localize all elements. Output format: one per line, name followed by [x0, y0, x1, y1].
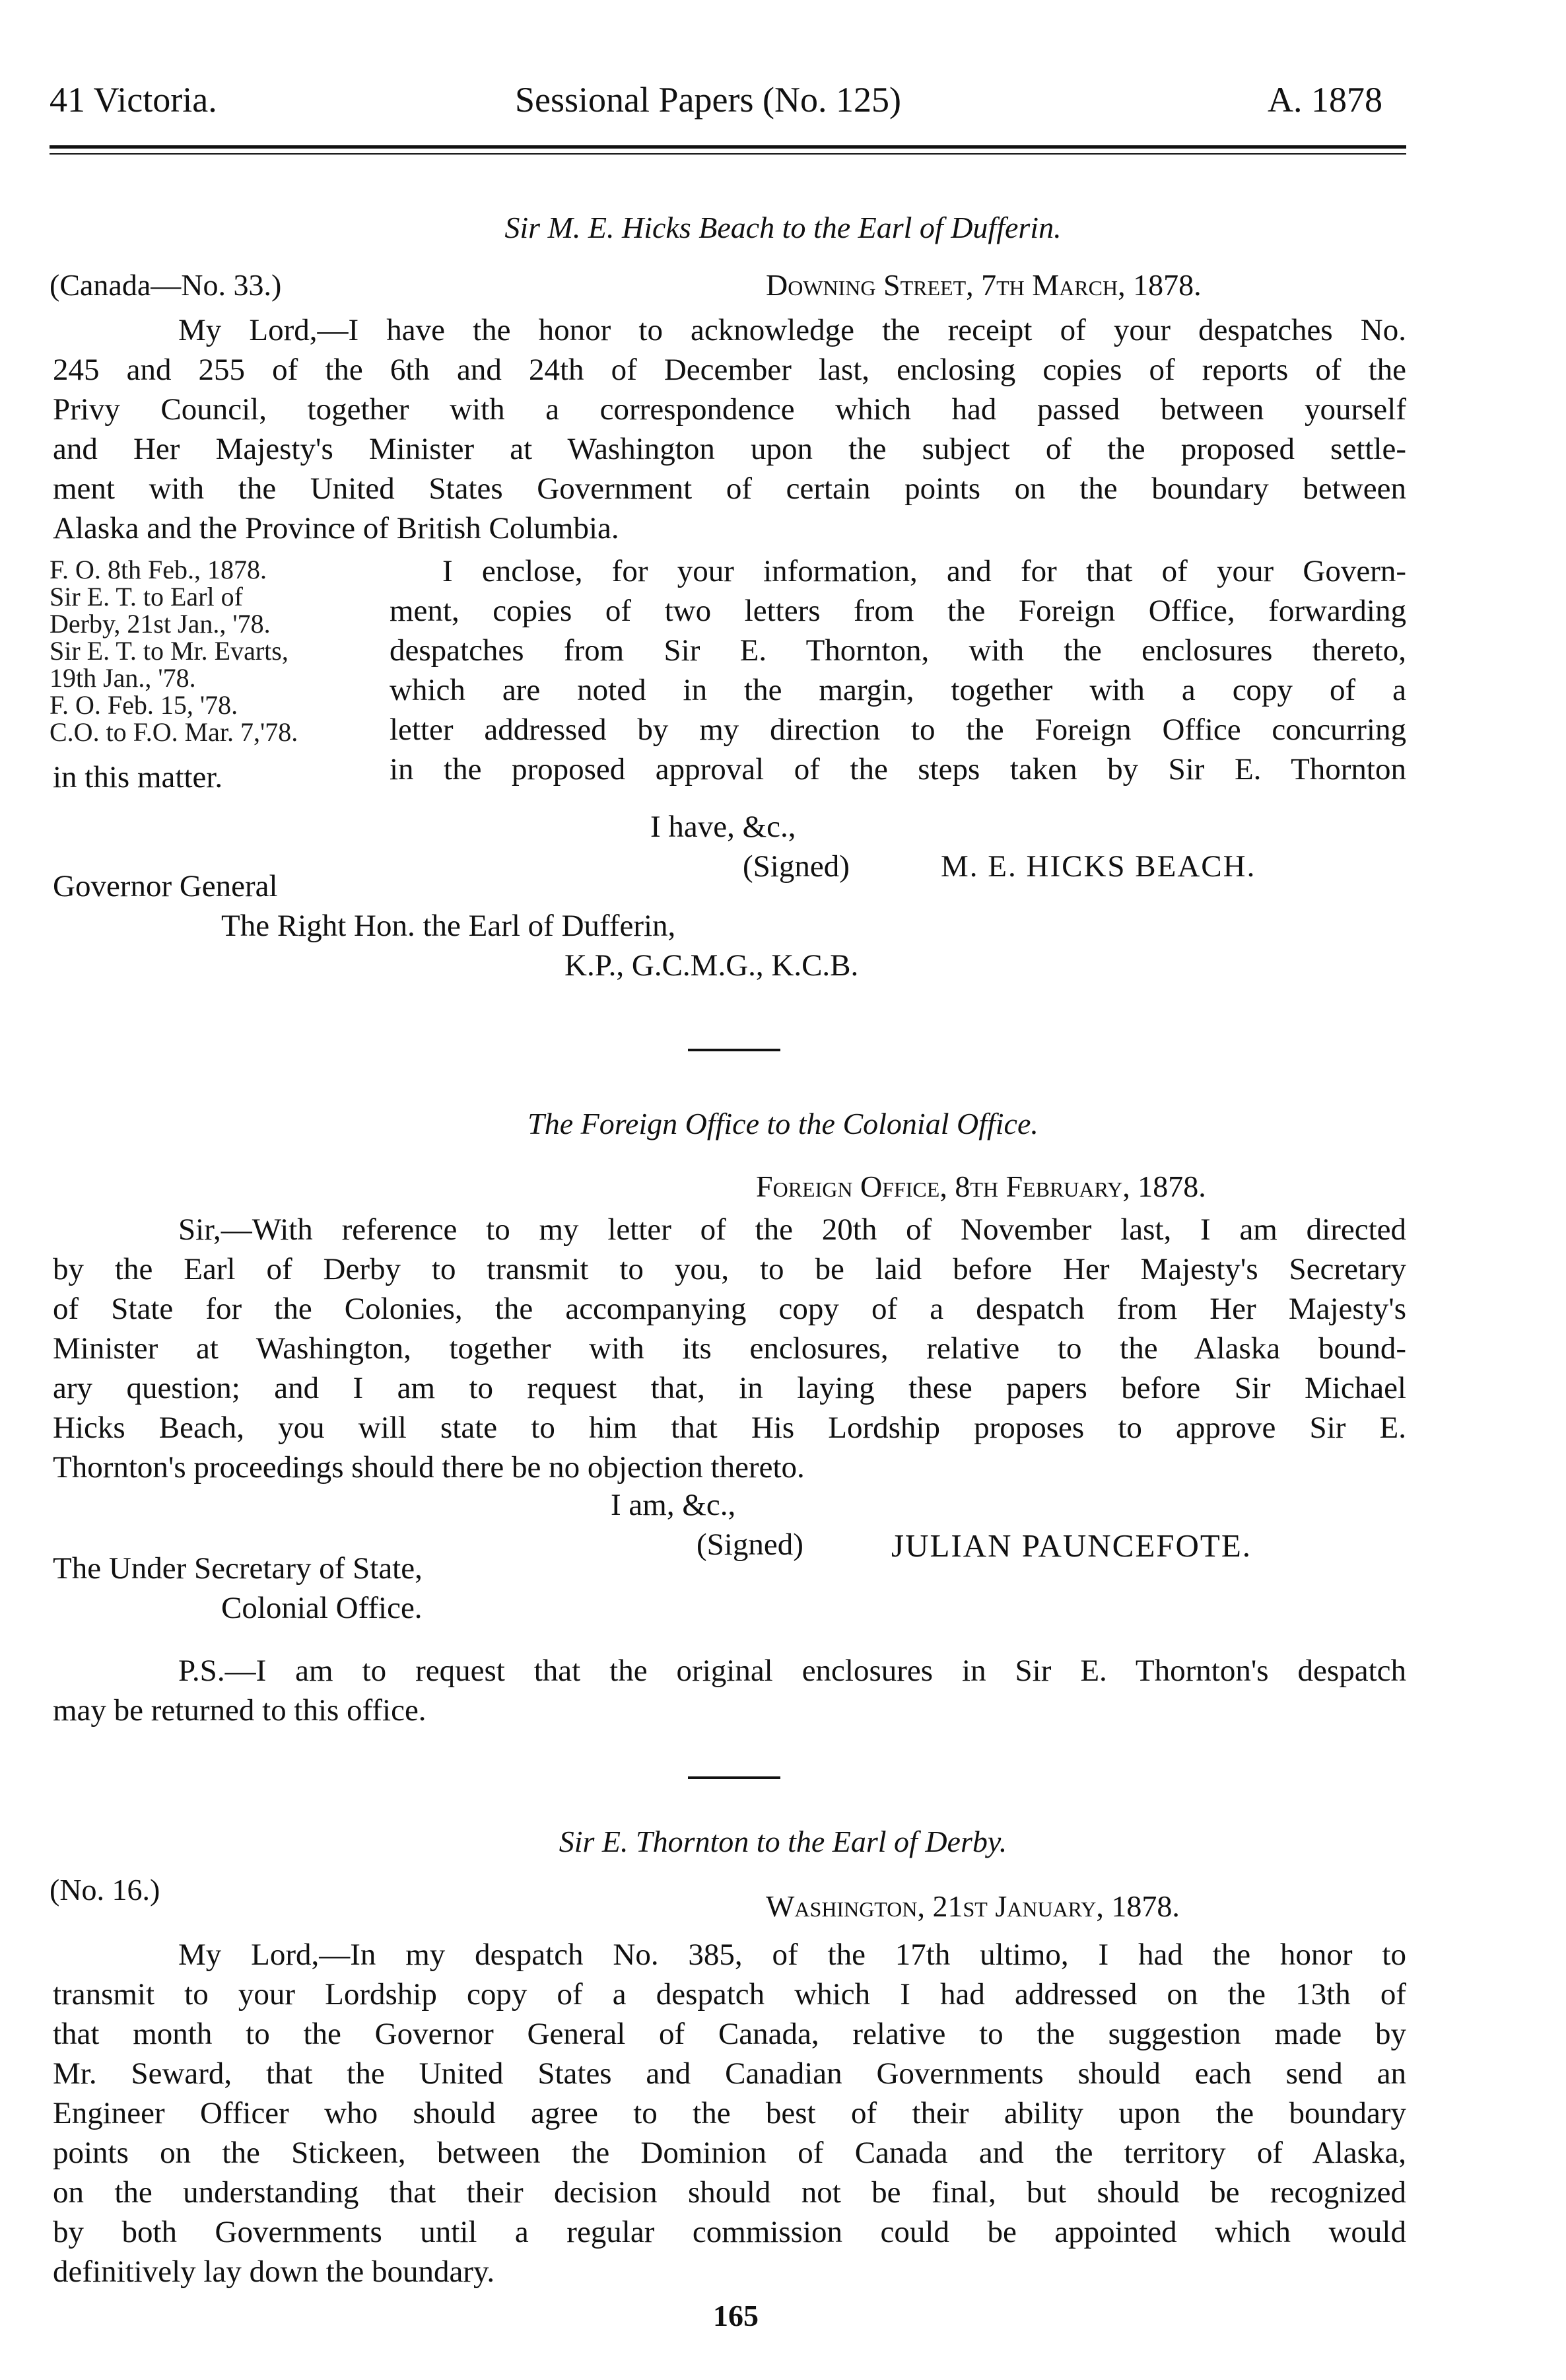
- header-left: 41 Victoria.: [50, 80, 217, 120]
- letter1-closing: I have, &c.,: [650, 810, 796, 844]
- letter1-place-date: Downing Street, 7th March, 1878.: [766, 268, 1202, 302]
- margin-note: C.O. to F.O. Mar. 7,'78.: [50, 717, 298, 747]
- line: that month to the Governor General of Canada, relative to the suggestion made by: [53, 2017, 1406, 2051]
- margin-note: F. O. 8th Feb., 1878.: [50, 555, 267, 584]
- letter1-ref: (Canada—No. 33.): [50, 268, 282, 302]
- page-number: 165: [713, 2299, 759, 2332]
- letter1-paragraph-2: [390, 551, 1406, 789]
- letter2-postscript: [53, 1651, 1406, 1730]
- letter1-title: Sir M. E. Hicks Beach to the Earl of Dufferin.: [504, 211, 1062, 244]
- letter3-title: Sir E. Thornton to the Earl of Derby.: [559, 1825, 1007, 1858]
- letter1-margin-notes: [50, 556, 380, 746]
- separator-1: [688, 1049, 780, 1051]
- line: Alaska and the Province of British Columbia.: [53, 511, 619, 545]
- letter2-addressee-1: The Under Secretary of State,: [53, 1551, 423, 1586]
- line: Engineer Officer who should agree to the best of their ability upon the boundary: [53, 2096, 1406, 2130]
- margin-note: Sir E. T. to Earl of: [50, 582, 243, 612]
- letter1-addressee-3: K.P., G.C.M.G., K.C.B.: [564, 948, 859, 983]
- line: Thornton's proceedings should there be no objection thereto.: [53, 1450, 805, 1485]
- line: which are noted in the margin, together with a copy of a: [390, 673, 1406, 707]
- line: ment, copies of two letters from the Foreign Office, forwarding: [390, 594, 1406, 628]
- header-right: A. 1878: [1268, 80, 1382, 120]
- line: in the proposed approval of the steps taken by Sir E. Thornton: [390, 752, 1406, 787]
- letter2-paragraph: [53, 1210, 1406, 1487]
- letter1-addressee-1: Governor General: [53, 869, 278, 903]
- letter3-place-date: Washington, 21st January, 1878.: [766, 1889, 1180, 1923]
- line: 245 and 255 of the 6th and 24th of December last, enclosing copies of reports of the: [53, 353, 1406, 387]
- line: by both Governments until a regular commission could be appointed which would: [53, 2215, 1406, 2249]
- line: Minister at Washington, together with its enclosures, relative to the Alaska bound-: [53, 1331, 1406, 1366]
- line: definitively lay down the boundary.: [53, 2255, 495, 2289]
- letter1-addressee-2: The Right Hon. the Earl of Dufferin,: [221, 909, 676, 943]
- line: P.S.—I am to request that the original enclosures in Sir E. Thornton's despatch: [178, 1654, 1406, 1688]
- line: may be returned to this office.: [53, 1693, 426, 1728]
- line: points on the Stickeen, between the Dominion of Canada and the territory of Alaska,: [53, 2136, 1406, 2170]
- letter2-signed: (Signed): [697, 1527, 803, 1562]
- line: and Her Majesty's Minister at Washington upon the subject of the proposed settle-: [53, 432, 1406, 466]
- line: Sir,—With reference to my letter of the 20th of November last, I am directed: [178, 1212, 1406, 1247]
- letter1-tail: in this matter.: [53, 760, 223, 794]
- margin-note: Sir E. T. to Mr. Evarts,: [50, 636, 289, 666]
- line: on the understanding that their decision should not be final, but should be recognized: [53, 2175, 1406, 2210]
- separator-2: [688, 1776, 780, 1779]
- margin-note: Derby, 21st Jan., '78.: [50, 609, 271, 639]
- line: despatches from Sir E. Thornton, with the enclosures thereto,: [390, 633, 1406, 668]
- line: My Lord,—In my despatch No. 385, of the 17th ultimo, I had the honor to: [178, 1938, 1406, 1972]
- letter2-place-date: Foreign Office, 8th February, 1878.: [756, 1170, 1206, 1203]
- margin-note: F. O. Feb. 15, '78.: [50, 690, 238, 720]
- line: My Lord,—I have the honor to acknowledge the receipt of your despatches No.: [178, 313, 1406, 347]
- letter2-title: The Foreign Office to the Colonial Office.: [528, 1107, 1038, 1140]
- letter2-signature: JULIAN PAUNCEFOTE.: [891, 1527, 1252, 1564]
- line: Hicks Beach, you will state to him that His Lordship proposes to approve Sir E.: [53, 1411, 1406, 1445]
- letter3-ref: (No. 16.): [50, 1873, 160, 1907]
- line: I enclose, for your information, and for that of your Govern-: [442, 554, 1406, 588]
- header-center: Sessional Papers (No. 125): [515, 80, 901, 120]
- line: Privy Council, together with a correspondence which had passed between yourself: [53, 392, 1406, 427]
- line: ment with the United States Government of certain points on the boundary between: [53, 472, 1406, 506]
- line: ary question; and I am to request that, in laying these papers before Sir Michael: [53, 1371, 1406, 1405]
- letter3-paragraph: [53, 1935, 1406, 2292]
- line: transmit to your Lordship copy of a despatch which I had addressed on the 13th of: [53, 1977, 1406, 2012]
- letter2-closing: I am, &c.,: [611, 1488, 736, 1522]
- line: Mr. Seward, that the United States and Canadian Governments should each send an: [53, 2056, 1406, 2091]
- header-rule-thin: [50, 153, 1406, 155]
- line: of State for the Colonies, the accompanying copy of a despatch from Her Majesty's: [53, 1292, 1406, 1326]
- line: letter addressed by my direction to the Foreign Office concurring: [390, 713, 1406, 747]
- line: by the Earl of Derby to transmit to you, to be laid before Her Majesty's Secretary: [53, 1252, 1406, 1286]
- letter1-signature: M. E. HICKS BEACH.: [941, 849, 1256, 884]
- letter1-signed: (Signed): [743, 849, 850, 884]
- header-rule-thick: [50, 145, 1406, 149]
- letter1-paragraph-1: [53, 310, 1406, 548]
- margin-note: 19th Jan., '78.: [50, 663, 196, 693]
- letter2-addressee-2: Colonial Office.: [221, 1591, 423, 1625]
